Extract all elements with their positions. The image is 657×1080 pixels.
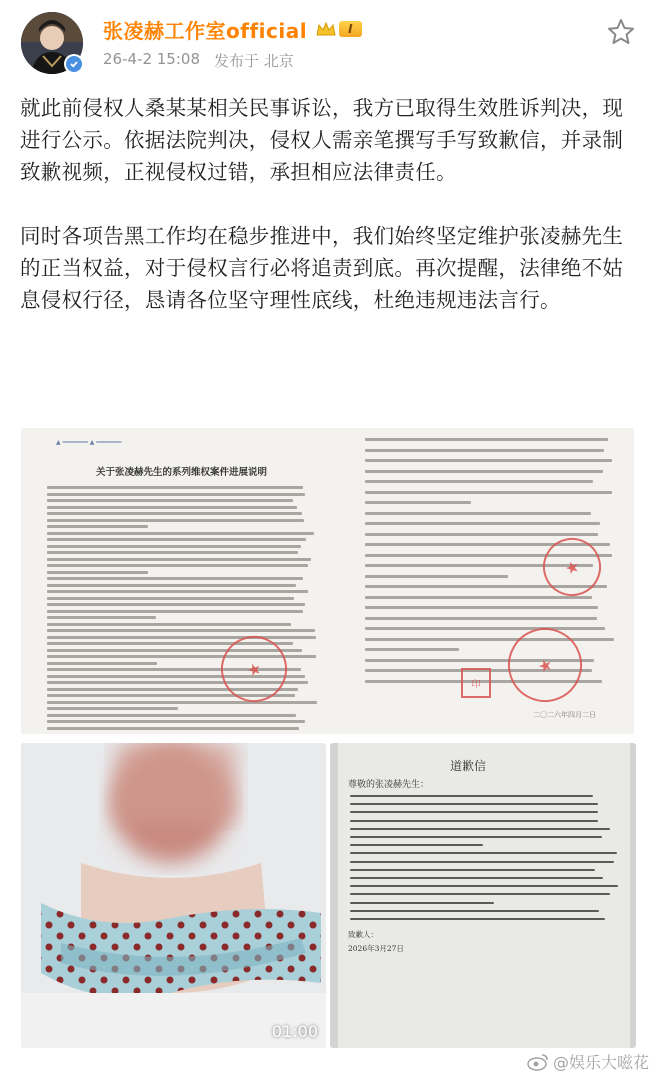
text-line — [47, 727, 299, 730]
user-name[interactable]: 张凌赫工作室official — [103, 18, 308, 43]
document-letterhead: ▲ ═══════ ▲ ═══════ — [56, 439, 122, 446]
text-line — [47, 590, 308, 593]
weibo-logo-icon — [527, 1053, 549, 1071]
text-line — [365, 438, 608, 441]
red-seal-stamp-3: ★ — [498, 618, 593, 713]
post-body — [20, 92, 636, 316]
post-paragraph-2: 同时各项告黑工作均在稳步推进中，我们始终坚定维护张凌赫先生的正当权益，对于侵权言行必将追责到底。再次提醒，法律绝不姑息侵权行径，恳请各位坚守理性底线，杜绝违规违法言行。 — [20, 224, 624, 312]
text-line — [47, 545, 301, 548]
post-location: 发布于 北京 — [214, 52, 294, 70]
text-line — [47, 558, 311, 561]
text-line — [350, 852, 617, 854]
legal-document-image[interactable] — [21, 428, 634, 734]
text-line — [365, 491, 612, 494]
text-line — [365, 501, 471, 504]
crown-level-icon — [315, 20, 337, 38]
text-line — [47, 499, 293, 502]
text-line — [365, 533, 598, 536]
text-line — [350, 803, 598, 805]
text-line — [365, 648, 459, 651]
watermark-text: @娱乐大嗞花 — [552, 1053, 649, 1072]
text-line — [47, 701, 317, 704]
letter-salutation: 尊敬的张凌赫先生： — [348, 780, 430, 790]
post-timestamp: 26-4-2 15:08 — [103, 50, 200, 68]
text-line — [47, 629, 315, 632]
text-line — [365, 638, 614, 641]
text-line — [47, 623, 291, 626]
text-line — [365, 449, 604, 452]
text-line — [47, 493, 305, 496]
letter-title: 道歉信 — [450, 759, 487, 773]
level-badge — [315, 19, 361, 39]
apology-letter-image[interactable] — [330, 743, 636, 1048]
document-page-right — [343, 428, 629, 734]
text-line — [47, 486, 303, 489]
letter-date: 2026年3月27日 — [348, 944, 404, 953]
document-date: 二〇二六年四月二日 — [533, 711, 596, 719]
post-header — [0, 0, 657, 90]
text-line — [350, 885, 618, 887]
red-seal-stamp: ★ — [212, 627, 297, 712]
text-line — [365, 627, 605, 630]
document-title: 关于张凌赫先生的系列维权案件进展说明 — [96, 467, 268, 478]
level-label: I — [339, 21, 361, 37]
text-line — [350, 836, 602, 838]
document-page-left — [41, 436, 331, 734]
text-line — [47, 525, 148, 528]
text-line — [47, 512, 302, 515]
text-line — [350, 869, 595, 871]
text-line — [47, 616, 156, 619]
text-line — [350, 893, 610, 895]
post-paragraph-1: 就此前侵权人桑某某相关民事诉讼，我方已取得生效胜诉判决，现进行公示。依据法院判决，侵权人需亲笔撰写手写致歉信，并录制致歉视频，正视侵权过错，承担相应法律责任。 — [20, 96, 624, 184]
text-line — [365, 470, 603, 473]
text-line — [350, 828, 610, 830]
video-duration: 01:00 — [271, 1022, 318, 1041]
text-line — [47, 720, 305, 723]
verified-badge-icon — [64, 54, 84, 74]
text-line — [350, 918, 605, 920]
text-line — [350, 902, 494, 904]
video-frame — [21, 743, 326, 1048]
text-line — [365, 617, 597, 620]
text-line — [47, 610, 303, 613]
text-line — [350, 844, 483, 846]
red-seal-stamp-2: ★ — [535, 530, 609, 604]
text-line — [47, 577, 303, 580]
text-line — [350, 877, 603, 879]
text-line — [365, 459, 612, 462]
text-line — [350, 811, 598, 813]
text-line — [365, 575, 508, 578]
text-line — [365, 596, 592, 599]
text-line — [365, 522, 600, 525]
text-line — [47, 519, 304, 522]
source-watermark — [527, 1050, 649, 1073]
text-line — [350, 795, 593, 797]
text-line — [350, 910, 599, 912]
post-meta — [103, 50, 294, 71]
apology-video-thumbnail[interactable] — [21, 743, 326, 1048]
letter-paper — [338, 743, 630, 1048]
text-line — [47, 603, 305, 606]
letter-signer: 致歉人： — [348, 930, 378, 939]
text-line — [47, 532, 314, 535]
text-line — [47, 564, 308, 567]
text-line — [365, 606, 598, 609]
text-line — [47, 571, 148, 574]
text-line — [47, 506, 297, 509]
text-line — [47, 551, 298, 554]
text-line — [47, 662, 157, 665]
text-line — [365, 512, 591, 515]
text-line — [47, 714, 296, 717]
text-line — [365, 480, 593, 483]
text-line — [47, 636, 316, 639]
text-line — [47, 597, 294, 600]
text-line — [47, 584, 296, 587]
star-icon[interactable] — [605, 16, 637, 48]
text-line — [350, 820, 598, 822]
text-line — [47, 538, 306, 541]
text-line — [47, 707, 178, 710]
signature-seal: 印 — [461, 668, 491, 698]
text-line — [350, 861, 614, 863]
